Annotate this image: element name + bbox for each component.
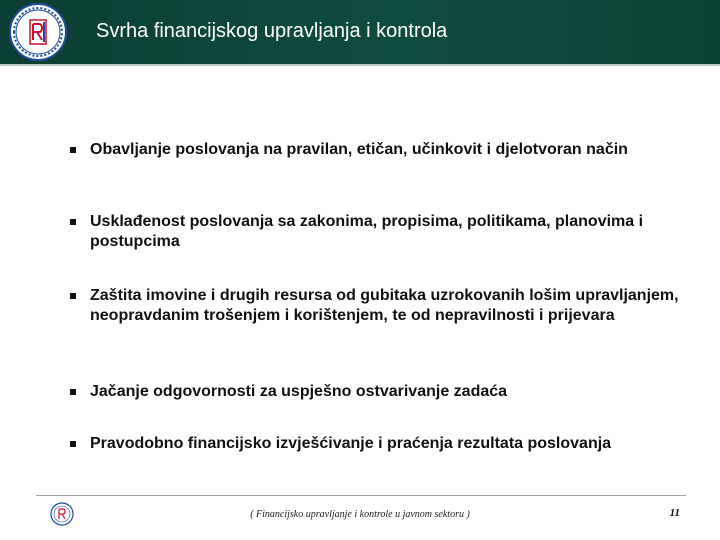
list-item xyxy=(70,434,690,454)
list-item xyxy=(70,212,690,252)
square-bullet-icon xyxy=(70,147,76,153)
bullet-text: Obavljanje poslovanja na pravilan, etičan, učinkovit i djelotvoran način xyxy=(90,141,628,158)
square-bullet-icon xyxy=(70,293,76,299)
list-item xyxy=(70,286,690,326)
page-title: Svrha financijskog upravljanja i kontrola xyxy=(96,20,448,42)
institution-seal-small-icon xyxy=(50,502,74,526)
square-bullet-icon xyxy=(70,389,76,395)
list-item xyxy=(70,382,690,402)
bullet-text: Usklađenost poslovanja sa zakonima, propisima, politikama, planovima i postupcima xyxy=(90,213,644,250)
footer-divider xyxy=(36,495,686,496)
list-item xyxy=(70,140,690,160)
square-bullet-icon xyxy=(70,441,76,447)
institution-seal-icon xyxy=(4,2,72,62)
bullet-text: Pravodobno financijsko izvješćivanje i praćenja rezultata poslovanja xyxy=(90,435,612,452)
footer-text: ( Financijsko upravljanje i kontrole u javnom sektoru ) xyxy=(250,509,470,520)
square-bullet-icon xyxy=(70,219,76,225)
slide-header xyxy=(0,0,720,66)
page-number: 11 xyxy=(669,507,680,519)
bullet-text: Jačanje odgovornosti za uspješno ostvarivanje zadaća xyxy=(90,383,508,400)
bullet-text: Zaštita imovine i drugih resursa od gubitaka uzrokovanih lošim upravljanjem, neopravdanim trošenjem i korištenjem, te od nepravilnosti i prijevara xyxy=(90,287,679,324)
